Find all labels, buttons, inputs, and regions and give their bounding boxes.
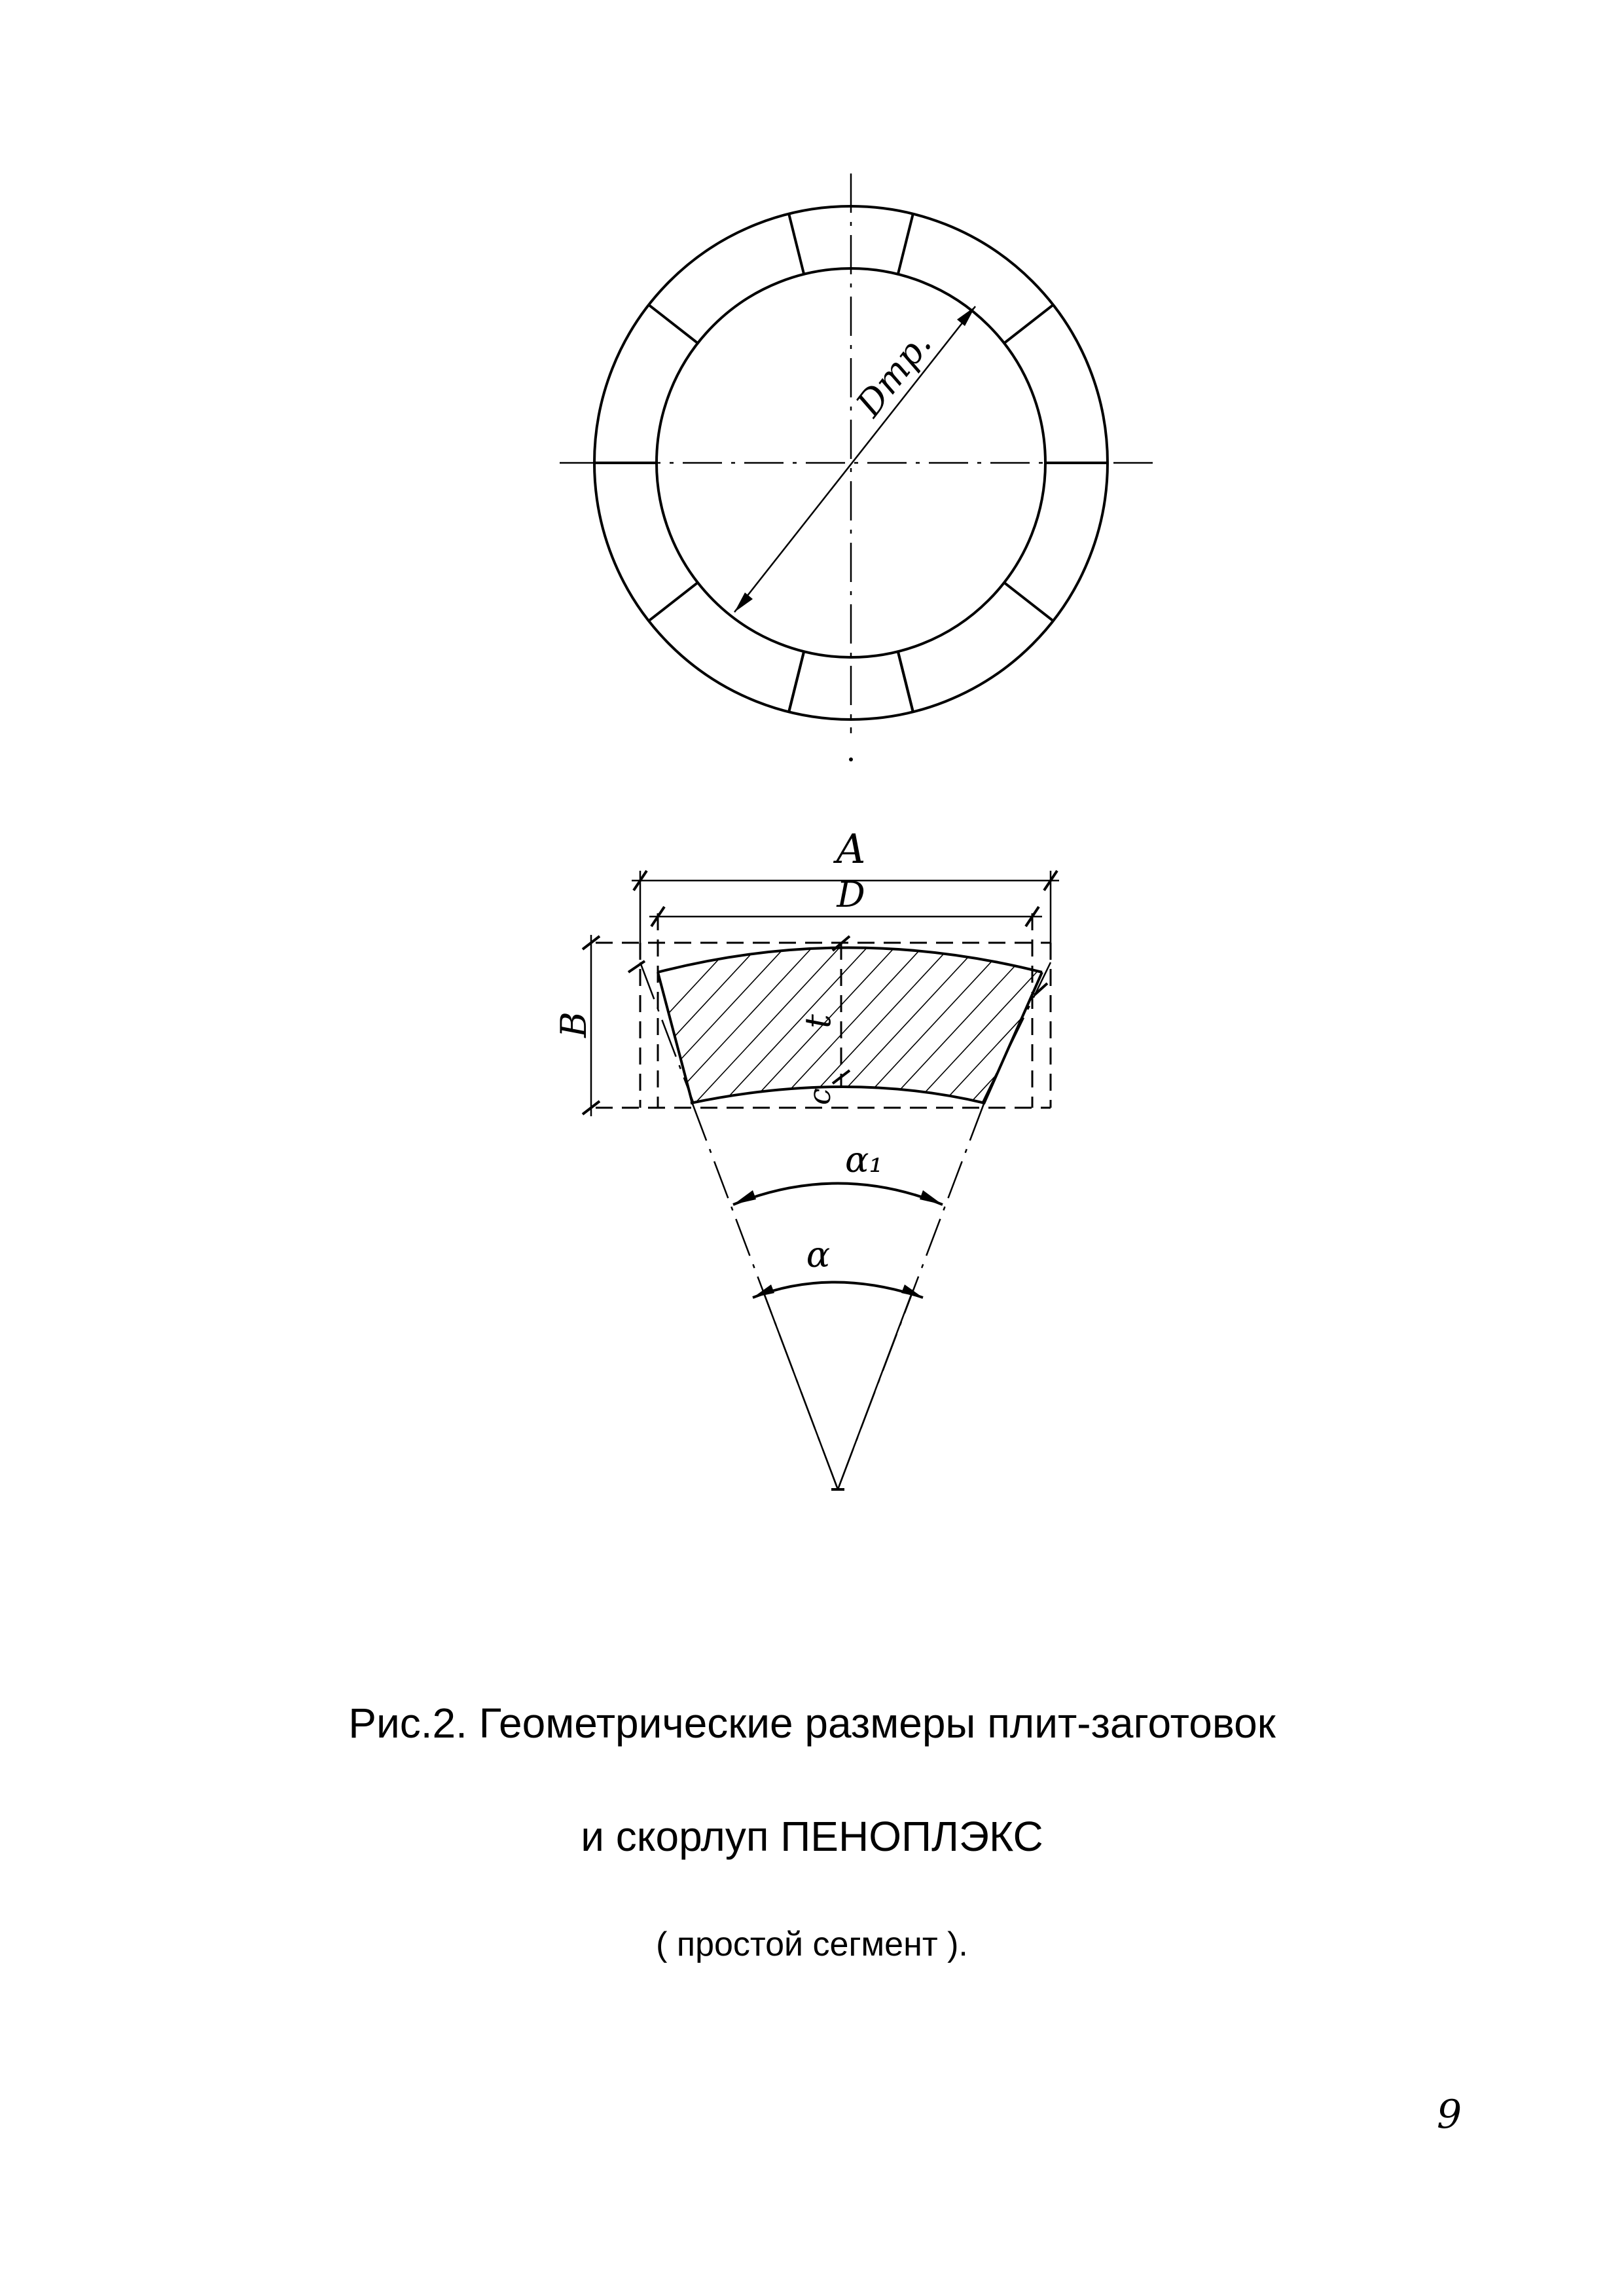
right-outer-radial [982, 962, 1051, 1104]
figure-caption-line-2: и скорлуп ПЕНОПЛЭКС [581, 1813, 1043, 1860]
segment-joint-line [649, 583, 698, 621]
segment-joint-line [789, 214, 804, 274]
dimension-c-label: c [802, 1088, 837, 1105]
dimension-t-label: t [797, 1014, 839, 1029]
hatch-line [933, 930, 1104, 1113]
segment-hatching [576, 930, 1269, 1113]
alpha-arrow-right [901, 1285, 923, 1298]
page-number: 9 [1437, 2092, 1462, 2138]
segment-joint-line [1004, 305, 1053, 343]
segment-joint-line [789, 651, 804, 712]
segment-joint-line [1004, 583, 1053, 621]
figure-caption-line-3: ( простой сегмент ). [656, 1925, 968, 1963]
alpha1-arrow-right [920, 1190, 943, 1205]
hatch-line [961, 930, 1131, 1113]
angle-alpha-label: α [806, 1234, 831, 1275]
hatch-line [1071, 930, 1241, 1113]
hatch-line [988, 930, 1159, 1113]
segment-joint-line [898, 651, 913, 712]
angle-alpha1-arc [733, 1184, 943, 1205]
pipe-diameter-dimension-line [734, 306, 975, 612]
apex-right-line [838, 1290, 913, 1489]
segment-view [553, 825, 1269, 1489]
angle-alpha-arc [753, 1283, 923, 1298]
hatch-line [576, 930, 746, 1113]
pipe-diameter-label: Dтр. [848, 323, 940, 425]
figure-caption-line-1: Рис.2. Геометрические размеры плит-заготовок [348, 1700, 1276, 1747]
dot-mark [849, 757, 853, 761]
segment-joint-line [649, 305, 698, 343]
segment-inner-arc [691, 1087, 985, 1103]
dimension-b-label: B [553, 1011, 594, 1038]
hatch-line [851, 930, 1021, 1113]
hatch-line [1016, 930, 1186, 1113]
hatch-line [768, 930, 939, 1113]
diameter-arrow-top [957, 306, 975, 326]
segment-joint-line [898, 214, 913, 274]
segment-left-edge [658, 972, 693, 1104]
hatch-line [1098, 930, 1269, 1113]
hatch-line [631, 930, 801, 1113]
angle-alpha1-label: α₁ [844, 1139, 884, 1180]
diameter-arrow-bottom [734, 592, 753, 612]
alpha-arrow-left [753, 1285, 774, 1298]
left-outer-radial [640, 962, 694, 1104]
pipe-section-view [560, 173, 1155, 733]
hatch-line [1043, 930, 1214, 1113]
dimension-d-label: D [837, 874, 865, 915]
dimension-a-label: A [836, 825, 866, 873]
apex-left-line [763, 1290, 838, 1489]
alpha1-arrow-left [733, 1190, 756, 1205]
